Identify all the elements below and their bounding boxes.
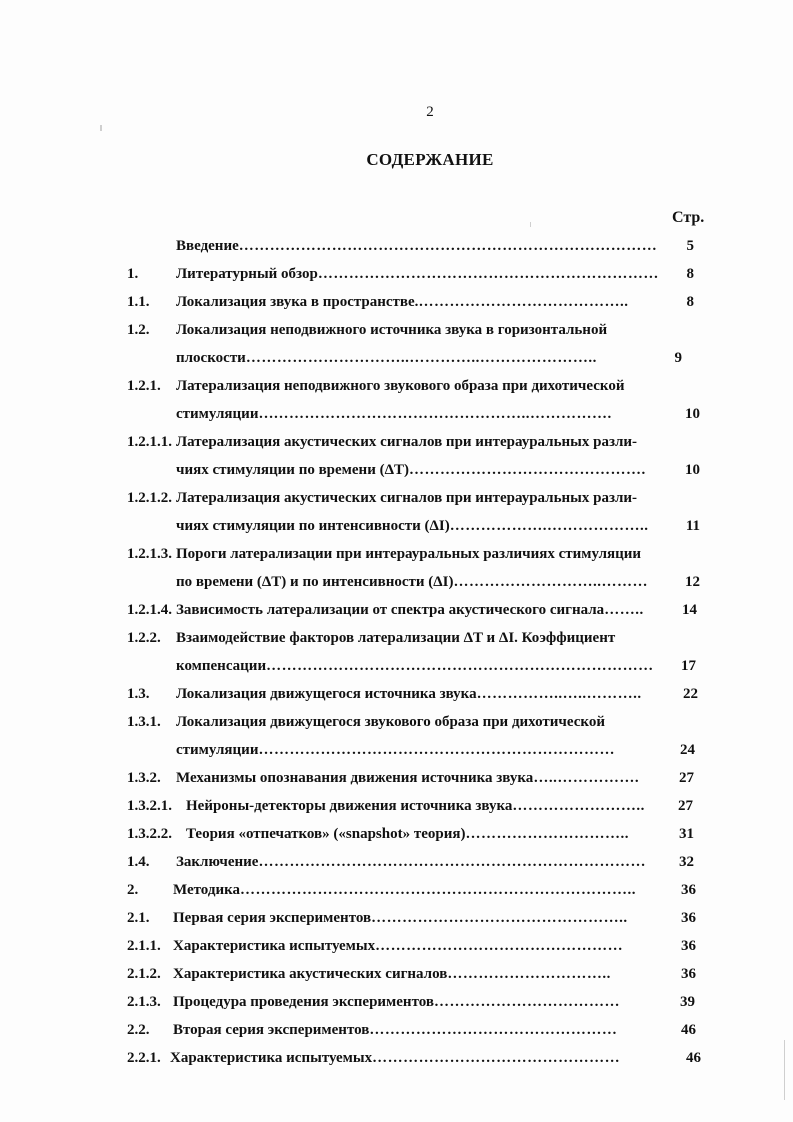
toc-entry-number: 1.3.2. xyxy=(127,770,161,786)
toc-entry-leader: ……………………………………………………………………… xyxy=(238,238,658,254)
toc-entry-page: 46 xyxy=(681,1022,696,1038)
toc-entry-title: Нейроны-детекторы движения источника звука xyxy=(186,798,513,814)
toc-entry-page: 27 xyxy=(679,770,694,786)
toc-entry-page: 10 xyxy=(685,462,700,478)
toc-entry-leader: ………………………………………………………………… xyxy=(266,658,654,674)
toc-entry-title: Характеристика испытуемых xyxy=(173,938,376,954)
toc-entry-page: 17 xyxy=(681,658,696,674)
toc-entry-number: 2.2.1. xyxy=(127,1050,161,1066)
toc-entry-leader: ………………………..……… xyxy=(453,574,648,590)
toc-entry-page: 24 xyxy=(680,742,695,758)
toc-entry-number: 1.2.1.2. xyxy=(127,490,172,506)
toc-entry-title: чиях стимуляции по интенсивности (ΔI) xyxy=(176,518,450,534)
toc-entry-title: Заключение xyxy=(176,854,259,870)
toc-entry-title: Механизмы опознавания движения источника звука xyxy=(176,770,534,786)
toc-entry-page: 22 xyxy=(683,686,698,702)
toc-entry-number: 1. xyxy=(127,266,139,282)
page-number: 2 xyxy=(426,104,434,120)
pages-column-label: Стр. xyxy=(672,209,705,226)
toc-entry-page: 5 xyxy=(686,238,694,254)
toc-entry-page: 31 xyxy=(679,826,694,842)
toc-entry-number: 1.2.1.1. xyxy=(127,434,172,450)
toc-entry-page: 46 xyxy=(686,1050,701,1066)
toc-entry-page: 8 xyxy=(686,266,694,282)
toc-entry-title: Первая серия экспериментов xyxy=(173,910,372,926)
toc-entry-leader: ………………………….. xyxy=(465,826,629,842)
toc-entry-number: 1.1. xyxy=(127,294,150,310)
toc-entry-number: 1.2. xyxy=(127,322,150,338)
toc-entry-leader: ……………………………… xyxy=(433,994,620,1010)
toc-entry-leader: …………………………………………………………… xyxy=(258,742,615,758)
toc-entry-number: 2.2. xyxy=(127,1022,150,1038)
toc-entry-title: Литературный обзор xyxy=(176,266,318,282)
toc-entry-leader: ………………………………………….. xyxy=(371,910,628,926)
toc-entry-number: 2.1.3. xyxy=(127,994,161,1010)
toc-entry-page: 36 xyxy=(681,910,696,926)
toc-entry-number: 1.3.2.1. xyxy=(127,798,172,814)
toc-entry-leader: ……………..…..……….. xyxy=(476,686,642,702)
toc-entry-number: 1.2.1.4. xyxy=(127,602,172,618)
toc-entry-number: 1.3.1. xyxy=(127,714,161,730)
toc-entry-title: Локализация движущегося звукового образа при дихотической xyxy=(176,714,605,730)
toc-entry-leader: ………………………………………………………………….. xyxy=(240,882,637,898)
toc-entry-page: 12 xyxy=(685,574,700,590)
toc-entry-title: Пороги латерализации при интерауральных различиях стимуляции xyxy=(176,546,642,562)
scan-speck xyxy=(100,125,102,131)
toc-entry-title: по времени (ΔT) и по интенсивности (ΔI) xyxy=(176,574,454,590)
toc-entry-page: 9 xyxy=(674,350,682,366)
toc-entry-number: 1.2.1.3. xyxy=(127,546,172,562)
toc-entry-leader: …………………………..…………..………………….. xyxy=(245,350,597,366)
toc-entry-number: 1.2.1. xyxy=(127,378,161,394)
toc-entry-leader: …..……………. xyxy=(533,770,640,786)
toc-entry-leader: ………………………………………… xyxy=(369,1022,618,1038)
toc-entry-title: Введение xyxy=(176,238,239,254)
toc-entry-page: 32 xyxy=(679,854,694,870)
toc-entry-number: 2. xyxy=(127,882,139,898)
toc-entry-page: 36 xyxy=(681,938,696,954)
toc-entry-title: Латерализация акустических сигналов при интерауральных разли- xyxy=(176,490,638,506)
toc-entry-page: 36 xyxy=(681,882,696,898)
toc-entry-page: 27 xyxy=(678,798,693,814)
toc-entry-number: 1.4. xyxy=(127,854,150,870)
toc-entry-leader: ……………….……………….. xyxy=(449,518,649,534)
toc-entry-title: стимуляции xyxy=(176,742,259,758)
toc-entry-page: 36 xyxy=(681,966,696,982)
toc-entry-title: Процедура проведения экспериментов xyxy=(173,994,434,1010)
toc-entry-leader: ………………………………………………………………… xyxy=(258,854,646,870)
toc-entry-leader: ………………………….. xyxy=(447,966,611,982)
toc-entry-leader: ………………………………….. xyxy=(418,294,629,310)
toc-entry-title: стимуляции… xyxy=(176,406,274,422)
toc-entry-title: Характеристика акустических сигналов xyxy=(173,966,448,982)
toc-entry-leader: …………………………………………..……………. xyxy=(273,406,612,422)
toc-entry-title: компенсации xyxy=(176,658,267,674)
toc-entry-page: 8 xyxy=(686,294,694,310)
toc-entry-title: Латерализация акустических сигналов при интерауральных разли- xyxy=(176,434,638,450)
toc-entry-leader: ………………………………………… xyxy=(372,1050,621,1066)
toc-entry-number: 1.2.2. xyxy=(127,630,161,646)
toc-entry-leader: …………………….. xyxy=(512,798,645,814)
toc-entry-leader: ………………………………………. xyxy=(409,462,646,478)
toc-entry-number: 2.1.2. xyxy=(127,966,161,982)
toc-entry-title: Взаимодействие факторов латерализации ΔT и ΔI. Коэффициент xyxy=(176,630,616,646)
toc-entry-number: 1.3.2.2. xyxy=(127,826,172,842)
toc-entry-page: 11 xyxy=(685,518,700,534)
toc-entry-title: Характеристика испытуемых xyxy=(170,1050,373,1066)
toc-entry-title: Вторая серия экспериментов xyxy=(173,1022,370,1038)
toc-entry-leader: …….. xyxy=(604,602,644,618)
toc-entry-title: Латерализация неподвижного звукового образа при дихотической xyxy=(176,378,625,394)
toc-entry-title: плоскости xyxy=(176,350,246,366)
toc-entry-leader: ………………………………………………………… xyxy=(317,266,659,282)
toc-entry-title: чиях стимуляции по времени (ΔT) xyxy=(176,462,409,478)
toc-entry-leader: ………………………………………… xyxy=(375,938,624,954)
toc-entry-title: Зависимость латерализации от спектра акустического сигнала xyxy=(176,602,605,618)
toc-entry-number: 2.1.1. xyxy=(127,938,161,954)
toc-entry-page: 14 xyxy=(682,602,697,618)
page-title: СОДЕРЖАНИЕ xyxy=(366,150,494,169)
toc-entry-title: Теория «отпечатков» («snapshot» теория) xyxy=(186,826,466,842)
toc-entry-page: 39 xyxy=(680,994,695,1010)
toc-entry-number: 1.3. xyxy=(127,686,150,702)
scan-speck xyxy=(784,1040,785,1100)
toc-entry-title: Методика xyxy=(173,882,241,898)
toc-entry-number: 2.1. xyxy=(127,910,150,926)
toc-entry-title: Локализация движущегося источника звука xyxy=(176,686,477,702)
toc-entry-title: Локализация неподвижного источника звука в горизонтальной xyxy=(176,322,608,338)
toc-entry-page: 10 xyxy=(685,406,700,422)
scan-speck xyxy=(530,222,531,227)
toc-entry-title: Локализация звука в пространстве. xyxy=(176,294,419,310)
